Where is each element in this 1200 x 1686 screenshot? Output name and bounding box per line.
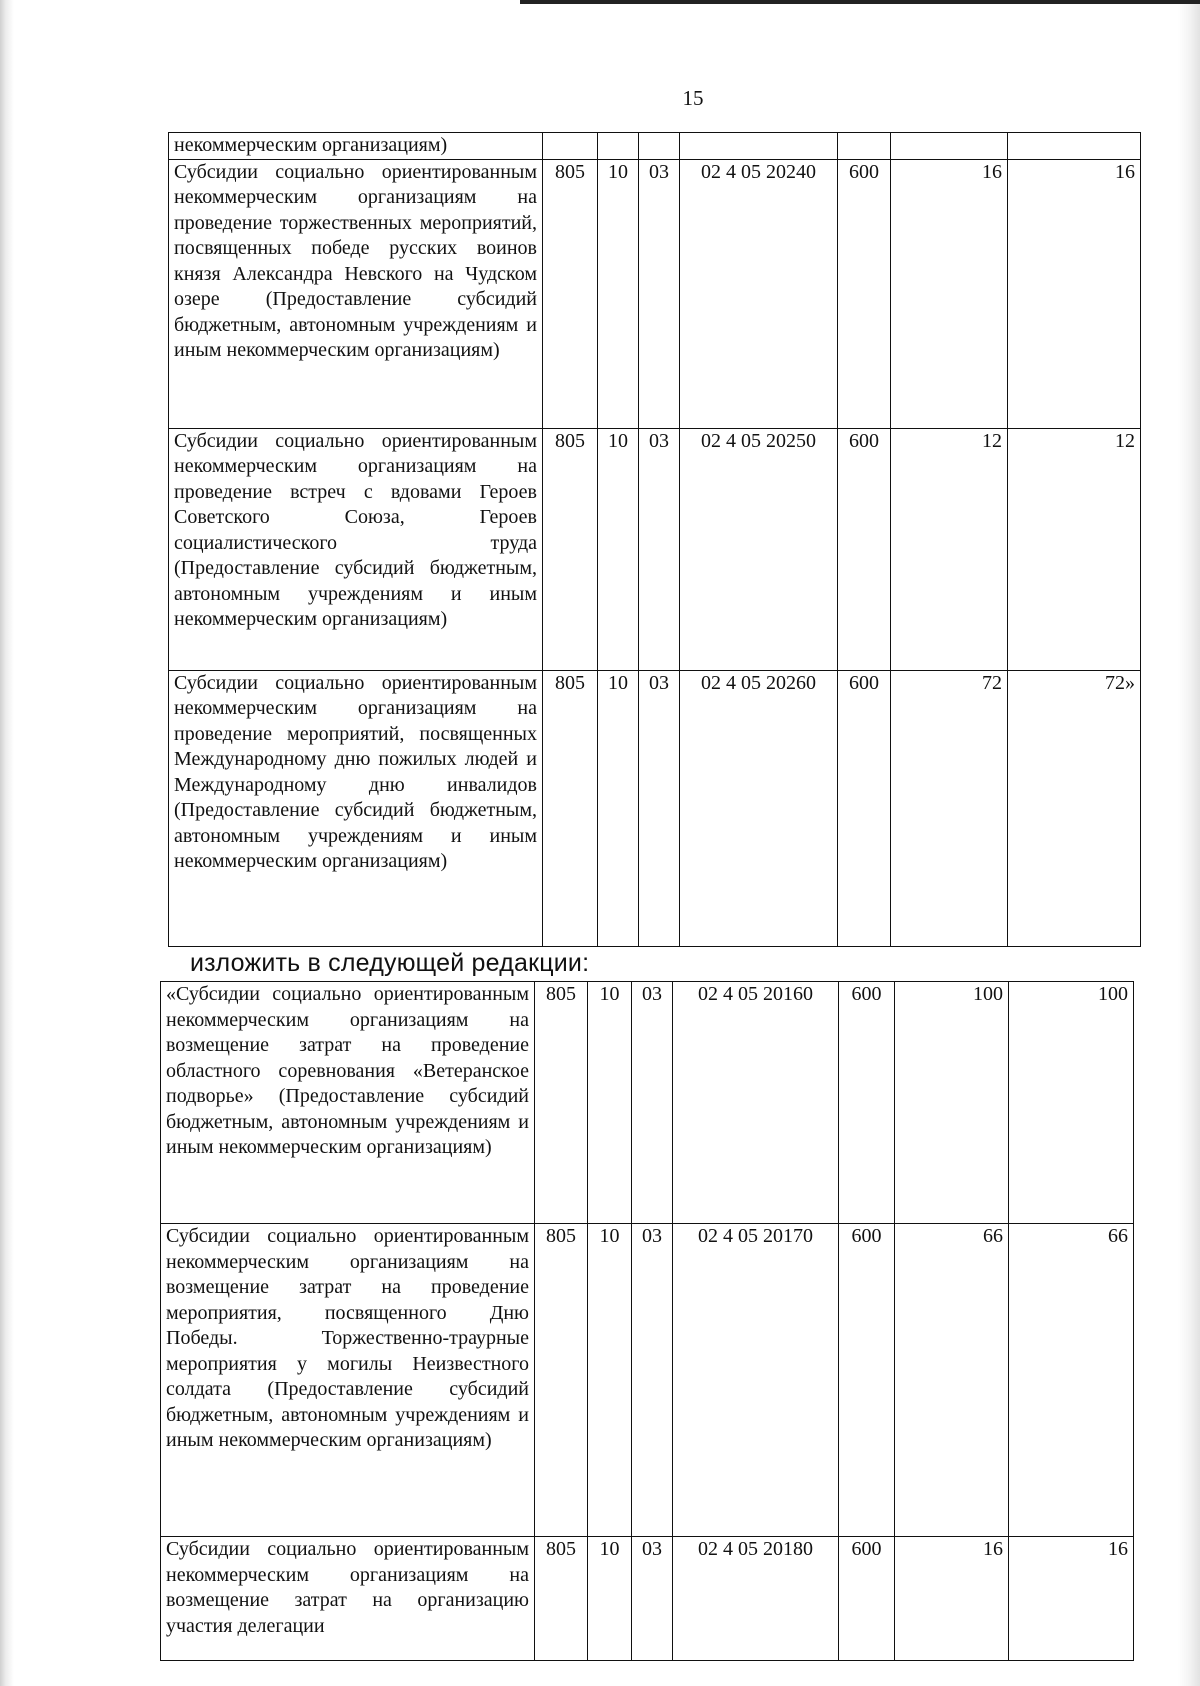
cell-subsection: 03 xyxy=(639,670,680,946)
table-row xyxy=(161,1537,1134,1661)
cell-amount-2: 16 xyxy=(1008,159,1141,428)
cell-ministry-code: 805 xyxy=(535,982,588,1224)
cell-subsection: 03 xyxy=(632,1224,673,1537)
row-description: Субсидии социально ориентированным некоммерческим организациям на возмещение затрат на проведение мероприятия, посвященного Дню Победы. Торжественно-траурные мероприятия у могилы Неизвестного солдата (Предоставление субсидий бюджетным, автономным учреждениям и иным некоммерческим организациям) xyxy=(161,1224,535,1537)
cell-expense-type: 600 xyxy=(838,670,891,946)
cell-expense-type xyxy=(838,133,891,160)
cell-amount-2: 66 xyxy=(1009,1224,1134,1537)
cell-subsection: 03 xyxy=(632,1537,673,1661)
cell-amount-2: 72» xyxy=(1008,670,1141,946)
cell-target-article: 02 4 05 20240 xyxy=(680,159,838,428)
row-description: некоммерческим организациям) xyxy=(169,133,543,160)
table-row xyxy=(169,133,1141,160)
cell-section xyxy=(598,133,639,160)
cell-amount-1: 16 xyxy=(891,159,1008,428)
table-row xyxy=(169,428,1141,670)
cell-subsection: 03 xyxy=(639,428,680,670)
cell-amount-2: 100 xyxy=(1009,982,1134,1224)
scan-edge-left xyxy=(0,0,14,1686)
page-number: 15 xyxy=(682,86,704,110)
cell-amount-1: 12 xyxy=(891,428,1008,670)
cell-target-article: 02 4 05 20160 xyxy=(673,982,839,1224)
cell-amount-2: 16 xyxy=(1009,1537,1134,1661)
row-description: Субсидии социально ориентированным некоммерческим организациям на проведение торжественных мероприятий, посвященных победе русских воинов князя Александра Невского на Чудском озере (Предоставление субсидий бюджетным, автономным учреждениям и иным некоммерческим организациям) xyxy=(169,159,543,428)
cell-amount-1 xyxy=(891,133,1008,160)
cell-ministry-code: 805 xyxy=(543,428,598,670)
cell-amount-1: 16 xyxy=(895,1537,1009,1661)
row-description: Субсидии социально ориентированным некоммерческим организациям на проведение встреч с вдовами Героев Советского Союза, Героев социалистического труда (Предоставление субсидий бюджетным, автономным учреждениям и иным некоммерческим организациям) xyxy=(169,428,543,670)
budget-table-top xyxy=(168,132,1141,947)
cell-expense-type: 600 xyxy=(839,1224,895,1537)
scan-edge-right xyxy=(1178,0,1200,1686)
amendment-instruction: изложить в следующей редакции: xyxy=(190,949,590,977)
cell-ministry-code: 805 xyxy=(535,1537,588,1661)
cell-target-article: 02 4 05 20180 xyxy=(673,1537,839,1661)
row-description: Субсидии социально ориентированным некоммерческим организациям на проведение мероприятий, посвященных Международному дню пожилых людей и Международному дню инвалидов (Предоставление субсидий бюджетным, автономным учреждениям и иным некоммерческим организациям) xyxy=(169,670,543,946)
cell-subsection: 03 xyxy=(632,982,673,1224)
budget-table-bottom xyxy=(160,981,1134,1661)
cell-ministry-code: 805 xyxy=(535,1224,588,1537)
cell-section: 10 xyxy=(598,428,639,670)
cell-section: 10 xyxy=(598,670,639,946)
cell-amount-2 xyxy=(1008,133,1141,160)
cell-section: 10 xyxy=(588,1537,632,1661)
cell-ministry-code: 805 xyxy=(543,159,598,428)
cell-section: 10 xyxy=(588,982,632,1224)
row-description: «Субсидии социально ориентированным некоммерческим организациям на возмещение затрат на проведение областного соревнования «Ветеранское подворье» (Предоставление субсидий бюджетным, автономным учреждениям и иным некоммерческим организациям) xyxy=(161,982,535,1224)
table-row xyxy=(169,159,1141,428)
cell-amount-2: 12 xyxy=(1008,428,1141,670)
cell-expense-type: 600 xyxy=(838,159,891,428)
cell-target-article: 02 4 05 20170 xyxy=(673,1224,839,1537)
row-description: Субсидии социально ориентированным некоммерческим организациям на возмещение затрат на организацию участия делегации xyxy=(161,1537,535,1661)
cell-target-article xyxy=(680,133,838,160)
cell-subsection: 03 xyxy=(639,159,680,428)
cell-target-article: 02 4 05 20260 xyxy=(680,670,838,946)
cell-subsection xyxy=(639,133,680,160)
cell-target-article: 02 4 05 20250 xyxy=(680,428,838,670)
cell-amount-1: 100 xyxy=(895,982,1009,1224)
cell-ministry-code: 805 xyxy=(543,670,598,946)
cell-ministry-code xyxy=(543,133,598,160)
cell-expense-type: 600 xyxy=(839,982,895,1224)
cell-expense-type: 600 xyxy=(838,428,891,670)
cell-section: 10 xyxy=(598,159,639,428)
table-row xyxy=(161,1224,1134,1537)
cell-amount-1: 66 xyxy=(895,1224,1009,1537)
scan-top-line xyxy=(520,0,1200,4)
cell-amount-1: 72 xyxy=(891,670,1008,946)
cell-section: 10 xyxy=(588,1224,632,1537)
cell-expense-type: 600 xyxy=(839,1537,895,1661)
table-row xyxy=(161,982,1134,1224)
table-row xyxy=(169,670,1141,946)
